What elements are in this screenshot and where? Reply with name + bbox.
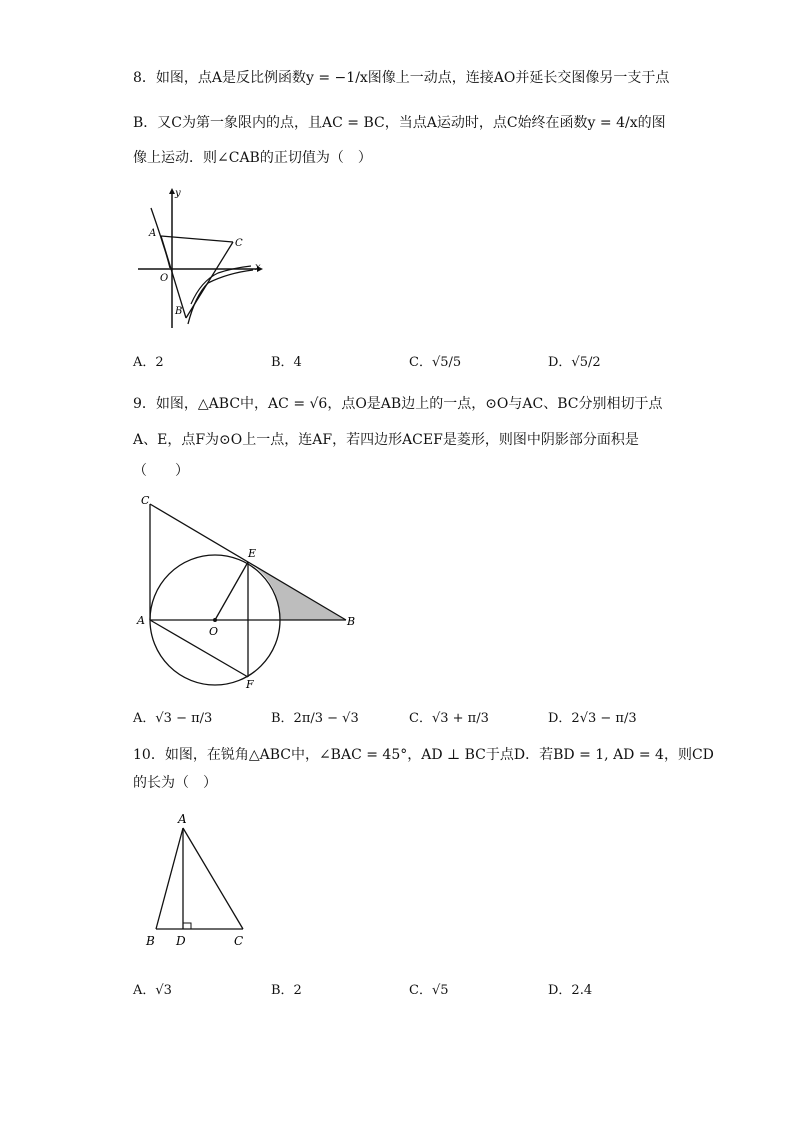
label-y: y <box>175 188 181 199</box>
label-b: B <box>347 615 356 628</box>
label-a: A <box>178 812 187 826</box>
q8-option-a[interactable]: A．2 <box>133 355 164 370</box>
q8-figure <box>133 186 268 331</box>
q9-line-2: A、E，点F为⊙O上一点，连AF，若四边形ACEF是菱形，则图中阴影部分面积是 <box>133 432 639 448</box>
label-o: O <box>209 625 219 638</box>
q10-option-d[interactable]: D．2.4 <box>548 983 593 998</box>
segment-ac <box>183 828 243 929</box>
q10-option-c[interactable]: C．√5 <box>409 983 449 998</box>
q10-options <box>133 978 653 1004</box>
label-d: D <box>176 934 186 948</box>
q8-line-2: B．又C为第一象限内的点，且AC = BC，当点A运动时，点C始终在函数y = 4/x的图 <box>133 115 666 131</box>
q9-figure <box>133 490 368 690</box>
q8-line-1: 8．如图，点A是反比例函数y = −1/x图像上一动点，连接AO并延长交图像另一支于点 <box>133 70 670 86</box>
q9-option-d[interactable]: D．2√3 − π/3 <box>548 711 637 726</box>
label-c: C <box>234 934 244 948</box>
q9-line-1: 9．如图，△ABC中，AC = √6，点O是AB边上的一点，⊙O与AC、BC分别相切于点 <box>133 396 663 412</box>
q10-figure <box>140 808 255 953</box>
center-dot <box>213 618 217 622</box>
q10-line-1: 10．如图，在锐角△ABC中，∠BAC = 45°，AD ⊥ BC于点D．若BD = 1, AD = 4，则CD <box>133 747 714 763</box>
label-e: E <box>248 547 257 560</box>
label-x: x <box>255 262 261 273</box>
q8-option-c[interactable]: C．√5/5 <box>409 355 462 370</box>
q8-option-b[interactable]: B．4 <box>271 355 302 370</box>
q8-options <box>133 350 653 376</box>
hyperbola-branch-4 <box>188 270 253 324</box>
q10-option-b[interactable]: B．2 <box>271 983 302 998</box>
segment-oe <box>215 562 248 620</box>
q8-option-d[interactable]: D．√5/2 <box>548 355 601 370</box>
q9-options <box>133 706 653 732</box>
label-f: F <box>246 678 254 690</box>
segment-bc <box>186 242 233 318</box>
label-o: O <box>160 273 169 284</box>
label-c: C <box>235 238 243 249</box>
label-a: A <box>137 614 145 627</box>
q8-line-3: 像上运动．则∠CAB的正切值为（ ） <box>133 150 372 166</box>
q9-option-c[interactable]: C．√3 + π/3 <box>409 711 489 726</box>
label-a: A <box>149 228 157 239</box>
segment-af <box>150 620 248 677</box>
q10-option-a[interactable]: A．√3 <box>133 983 172 998</box>
q9-option-a[interactable]: A．√3 − π/3 <box>133 711 213 726</box>
q9-option-b[interactable]: B．2π/3 − √3 <box>271 711 359 726</box>
segment-ab <box>156 828 183 929</box>
q10-line-2: 的长为（ ） <box>133 775 217 791</box>
right-angle-mark <box>183 923 191 929</box>
label-b: B <box>146 934 155 948</box>
label-b: B <box>175 306 183 317</box>
label-c: C <box>141 494 150 507</box>
q9-line-3: （ ） <box>133 463 189 479</box>
